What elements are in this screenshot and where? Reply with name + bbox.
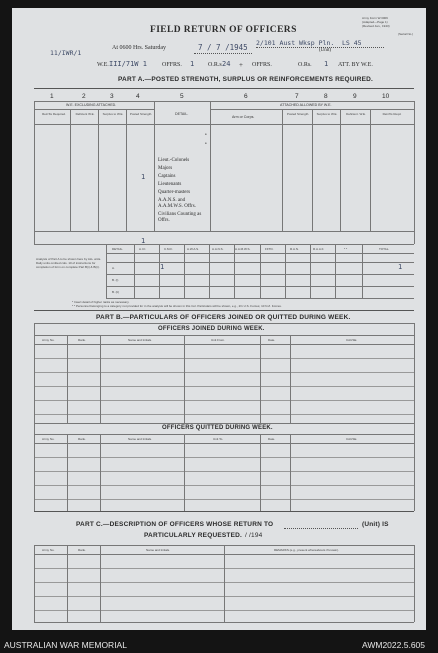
- joined-head-name: Name and Initials.: [128, 338, 153, 342]
- unit-label: (Unit): [319, 48, 332, 53]
- part-b-title: PART B.—PARTICULARS OF OFFICERS JOINED OR QUITTED DURING WEEK.: [96, 314, 351, 321]
- part-c-title-2: PARTICULARLY REQUESTED.: [144, 532, 243, 539]
- rank-lt-col: Lieut.-Colonels: [158, 158, 190, 163]
- hw-posted-lieut: 1: [141, 173, 146, 181]
- footer-accession: AWM2022.5.605: [362, 640, 425, 650]
- joined-head-date: Date.: [268, 338, 276, 342]
- head-posted: Posted Strength.: [129, 112, 153, 116]
- head-deficient-att: Deficient. W.E.: [346, 112, 366, 116]
- joined-title: OFFICERS JOINED DURING WEEK.: [158, 326, 265, 332]
- we-label: W.E.: [97, 62, 109, 68]
- an-head-cmf: C.M.F.: [164, 247, 173, 251]
- form-ref-1: Army Form W.3009: [362, 16, 388, 20]
- an-head-aif: A.I.F.: [139, 247, 146, 251]
- joined-head-unit: Unit From.: [211, 338, 226, 342]
- head-arm-corps: Arm or Corps.: [232, 115, 255, 119]
- part-c-unit-is: (Unit) IS: [362, 521, 389, 528]
- offrs-label: OFFRS.: [162, 62, 182, 68]
- an-head-total: TOTAL.: [379, 247, 390, 251]
- form-ref-2: (Adapted—Page 1): [362, 20, 388, 24]
- head-surplus-att: Surplus to W.E.: [316, 112, 338, 116]
- hw-posted-total: 1: [141, 237, 146, 245]
- footer-credit: AUSTRALIAN WAR MEMORIAL: [4, 640, 127, 650]
- partc-head-name: Name and Initials.: [146, 548, 171, 552]
- col-num-8: 8: [324, 93, 328, 100]
- hw-we: III/71W 1: [109, 60, 147, 68]
- att-label: ATT. BY W.E.: [338, 62, 373, 68]
- quitted-head-rank: Rank.: [78, 437, 86, 441]
- quitted-head-date: Date.: [268, 437, 276, 441]
- part-a-title: PART A.—POSTED STRENGTH, SURPLUS OR REINFORCEMENTS REQUIRED.: [118, 76, 374, 83]
- quitted-head-name: Name and Initials.: [128, 437, 153, 441]
- an-head-raaf: R.A.A.F.: [313, 247, 325, 251]
- ors-label: O.R.s: [208, 62, 222, 68]
- hw-date: 7 / 7 /1945: [198, 43, 248, 52]
- joined-head-rank: Rank.: [78, 338, 86, 342]
- col-num-1: 1: [50, 93, 54, 100]
- hw-ref: 11/IWR/1: [50, 49, 82, 57]
- form-title: FIELD RETURN OF OFFICERS: [150, 25, 297, 35]
- part-c-title-1: PART C.—DESCRIPTION OF OFFICERS WHOSE RETURN TO: [76, 521, 274, 528]
- col-num-10: 10: [382, 93, 390, 100]
- col-num-7: 7: [295, 93, 299, 100]
- partc-head-rank: Rank.: [78, 548, 86, 552]
- partc-head-armyno: Army No.: [42, 548, 55, 552]
- hw-aif-a: 1: [160, 263, 165, 271]
- col-num-6: 6: [244, 93, 248, 100]
- col-num-2: 2: [82, 93, 86, 100]
- rank-lieutenants: Lieutenants: [158, 182, 182, 187]
- head-surplus: Surplus to W.E.: [102, 112, 124, 116]
- joined-head-armyno: Army No.: [42, 338, 55, 342]
- serial-label: (Serial No.): [398, 32, 414, 36]
- offrs2-label: OFFRS.: [252, 62, 272, 68]
- an-head-ran: R.A.N.: [290, 247, 299, 251]
- we-excl-header: W.E. EXCLUDING ATTACHED.: [66, 103, 117, 107]
- attached-header: ATTACHED ALLOWED BY W.E.: [280, 103, 332, 107]
- quitted-head-armyno: Army No.: [42, 437, 55, 441]
- head-reinfts: Rein'fts Required.: [42, 112, 66, 116]
- head-reinfts-att: Rein'fts Reqd.: [382, 112, 402, 116]
- head-posted-att: Posted Strength.: [286, 112, 310, 116]
- hw-ors: 24: [222, 60, 231, 68]
- analysis-note: Analysis of Part A to be shown here by ALL units. Daily units omitted cols. 10 of instructions for completion of form on complete Part B(i) & B(ii).: [36, 257, 102, 269]
- an-head-aans: A.A.N.S.: [212, 247, 224, 251]
- col-num-5: 5: [180, 93, 184, 100]
- rank-qm: Quarter-masters: [158, 190, 191, 195]
- quitted-head-cause: CAUSE.: [346, 437, 358, 441]
- rank-aans: A.A.N.S. and A.A.M.W.S. Offrs.: [158, 198, 196, 209]
- quitted-title: OFFICERS QUITTED DURING WEEK.: [162, 425, 273, 431]
- an-head-detail: DETAIL.: [112, 247, 124, 251]
- at-text: At 0600 Hrs. Saturday: [112, 45, 166, 51]
- joined-head-cause: CAUSE.: [346, 338, 358, 342]
- hw-serial: LS 45: [342, 39, 362, 47]
- plus-sign: +: [239, 61, 243, 69]
- rank-civilians: Civilians Counting as Offrs.: [158, 212, 202, 223]
- an-row-bii: B. (ii): [112, 290, 119, 294]
- an-head-fftd: FFTD.: [265, 247, 274, 251]
- part-c-date: / /194: [245, 532, 263, 539]
- quitted-head-unit: Unit To.: [213, 437, 224, 441]
- note-1: * Insert detail of higher ranks as necessary.: [72, 300, 130, 304]
- hw-unit: 2/101 Aust Wksp Pln.: [256, 39, 335, 47]
- col-num-9: 9: [353, 93, 357, 100]
- head-deficient: Deficient W.E.: [75, 112, 95, 116]
- hw-total-a: 1: [398, 263, 403, 271]
- an-row-a: A.: [112, 266, 115, 270]
- hw-offrs: 1: [190, 60, 195, 68]
- note-2: * * Personnel belonging to a category not provided for in the analysis will be shown in this Col. Particulars will be shown, e.g., 2/1 U.S. Forces; 10 N.Z. Forces.: [72, 304, 282, 308]
- col-num-3: 3: [110, 93, 114, 100]
- an-head-other: * *: [344, 247, 348, 251]
- ors2-label: O.Rs.: [298, 62, 312, 68]
- rank-majors: Majors: [158, 166, 173, 171]
- hw-ors2: 1: [324, 60, 329, 68]
- field-return-form: Army Form W.3009 (Adapted—Page 1) (Revised Jan., 1943) (Serial No.) FIELD RETURN OF OFFICERS 11/IWR/1 At 0600 Hrs. Saturday 7 / 7 /1945 2/101 Aust Wksp Pln. LS 45 (Unit) W.E. III/71W 1 OFFRS. 1 O.R.s 24 + OFFRS. O.Rs. 1 ATT. BY W.E. PART A.—POSTED STRENGTH, SURPLUS OR REINFORCEMENTS REQUIRED. 1 2 3 4 5 6 7 8 9 10 W.E. EXCLUDING ATTACHED. ATTACHED ALLOWED BY W.E. Rein'fts Required. Deficient W.E. Surplus to W.E. Posted Strength. DETAIL. Arm or Corps. Posted Strength. Surplus to W.E. Deficient. W.E. Rein'fts Reqd. • • Lieut.-Colonels Majors Captains Lieutenants Quarter-masters A.A.N.S. and A.A.M.W.S. Offrs. Civilians Counting as Offrs. 1 1 Analysis of Part A to be shown here by ALL units. Daily units omitted cols. 10 of instructions for completion of form on complete Part B(i) & B(ii). DETAIL. A.I.F. C.M.F. A.W.A.S. A.A.N.S. A.A.M.W.S. FFTD. R.A.N. R.A.A.F. * * TOTAL. A. B. (i) B. (ii) 1 1 * Insert detail of higher ranks as necessary. * * Personnel belonging to a category not provided for in the analysis will be shown in this Col. Particulars will be shown, e.g., 2/1 U.S. Forces; 10 N.Z. Forces. PART B.—PARTICULARS OF OFFICERS JOINED OR QUITTED DURING WEEK. OFFICERS JOINED DURING WEEK. Army No. Rank. Name and Initials. Unit From. Date. CAUSE. OFFICERS QUITTED DURING WEEK. Army No. Rank. Name and Initials. Unit To. Date. CAUSE. PART C.—DESCRIPTION OF OFFICERS WHOSE RETURN TO (Unit) IS PARTICULARLY REQUESTED. / /194 Army No. Rank. Name and Initials. REMARKS (e.g., present whereabouts if known).: [12, 8, 426, 630]
- col-num-4: 4: [136, 93, 140, 100]
- an-head-awas: A.W.A.S.: [187, 247, 200, 251]
- rank-captains: Captains: [158, 174, 176, 179]
- partc-head-remarks: REMARKS (e.g., present whereabouts if known).: [274, 548, 340, 552]
- head-detail: DETAIL.: [175, 112, 189, 116]
- form-ref-3: (Revised Jan., 1943): [362, 24, 390, 28]
- an-row-bi: B. (i): [112, 278, 119, 282]
- an-head-aamws: A.A.M.W.S.: [235, 247, 251, 251]
